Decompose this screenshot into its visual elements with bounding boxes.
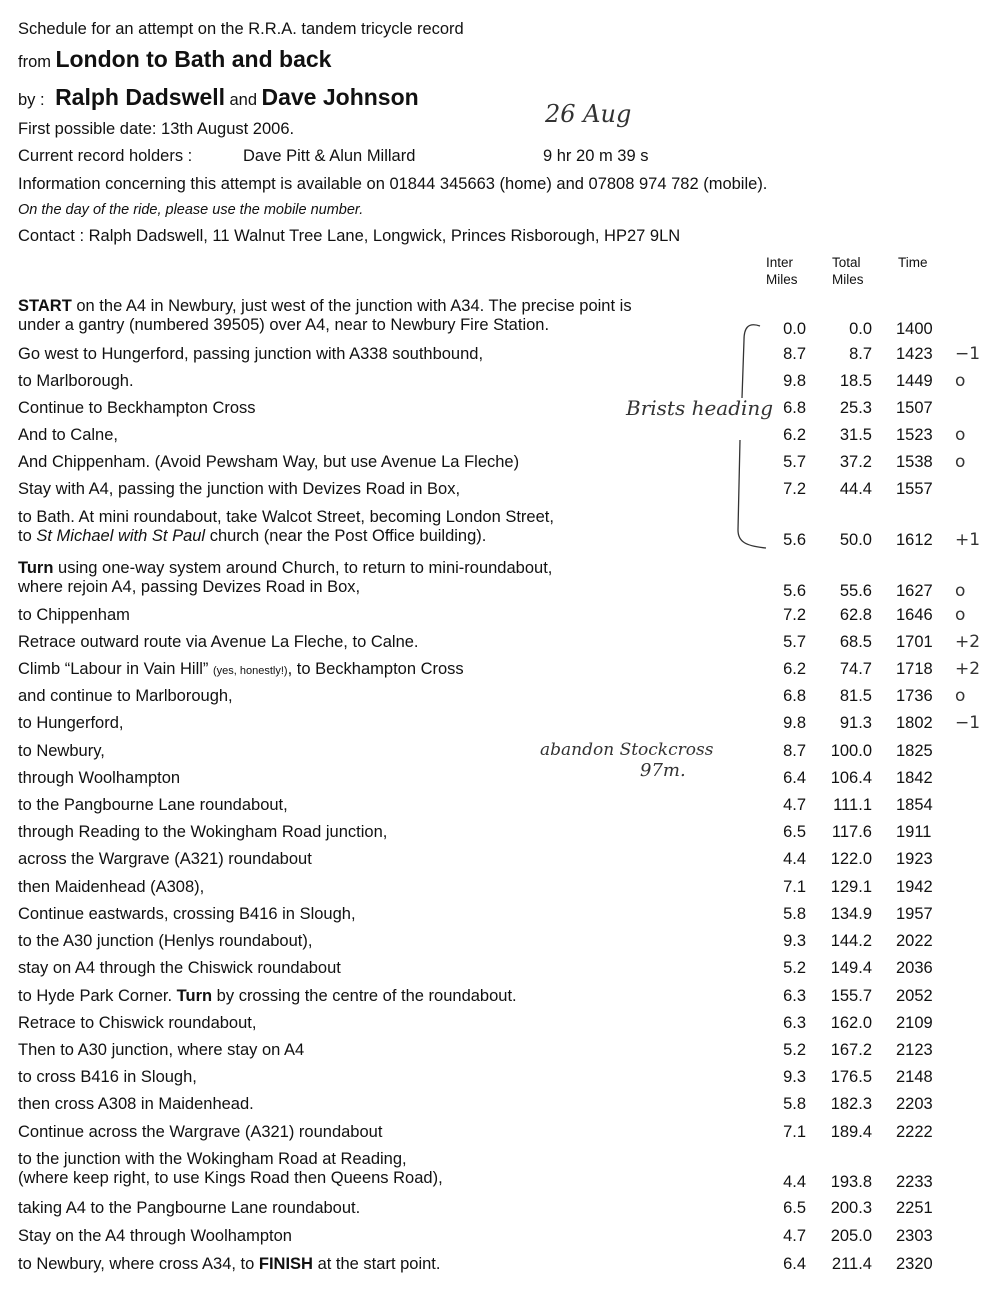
row-description-line [18,633,419,652]
scheduled-time: 1523 [896,426,933,444]
row-description [18,453,519,472]
and-word: and [229,91,258,109]
scheduled-time: 1802 [896,714,933,732]
col-header-inter-line2: Miles [766,272,798,287]
scheduled-time: 1557 [896,480,933,498]
row-text-post: by crossing the centre of the roundabout. [212,987,517,1005]
rider-2: Dave Johnson [261,84,419,110]
bristol-note: Brists heading [626,396,774,420]
scheduled-time: 2203 [896,1095,933,1113]
row-description-line [18,1199,360,1218]
handwritten-split-mark: o [955,425,966,445]
total-miles: 50.0 [839,531,872,549]
total-miles: 162.0 [830,1014,872,1032]
scheduled-time: 2320 [896,1255,933,1273]
route-title-line [18,46,331,73]
inter-miles: 4.7 [783,796,806,814]
inter-miles: 8.7 [783,742,806,760]
total-miles: 111.1 [833,796,872,814]
handwritten-split-mark: o [955,605,966,625]
row-description-line [18,714,123,733]
row-description [18,508,554,546]
row-description-line [18,932,312,951]
scheduled-time: 1911 [896,823,932,841]
total-miles: 205.0 [830,1227,872,1245]
row-description [18,1199,360,1218]
row-description [18,399,256,418]
row-text: Stay with A4, passing the junction with Devizes Road in Box, [18,480,461,498]
from-prefix: from [18,53,51,71]
contact-line: Contact : Ralph Dadswell, 11 Walnut Tree Lane, Longwick, Princes Risborough, HP27 9LN [18,227,681,245]
scheduled-time: 2303 [896,1227,933,1245]
inter-miles: 5.8 [783,1095,806,1113]
row-description-line [18,878,204,897]
scheduled-time: 2052 [896,987,933,1005]
scheduled-time: 2036 [896,959,933,977]
inter-miles: 4.4 [783,1173,806,1191]
total-miles: 44.4 [839,480,872,498]
total-miles: 18.5 [839,372,872,390]
row-text: to Marlborough. [18,372,134,390]
row-text: then cross A308 in Maidenhead. [18,1095,254,1113]
col-header-total [832,254,864,288]
handwritten-split-mark: +2 [955,659,981,679]
inter-miles: 4.7 [783,1227,806,1245]
row-text: to Chippenham [18,606,130,624]
row-description [18,1123,382,1142]
row-description [18,687,233,706]
inter-miles: 5.2 [783,959,806,977]
row-description [18,345,483,364]
total-miles: 193.8 [830,1173,872,1191]
row-description-line2: under a gantry (numbered 39505) over A4, near to Newbury Fire Station. [18,316,550,334]
row-text: Stay on the A4 through Woolhampton [18,1227,292,1245]
inter-miles: 6.5 [783,823,806,841]
handwritten-split-mark: o [955,581,966,601]
row-description [18,633,419,652]
row-text: then Maidenhead (A308), [18,878,205,896]
bracket-icon [730,320,770,552]
row-description [18,905,356,924]
inter-miles: 6.3 [783,987,806,1005]
record-time: 9 hr 20 m 39 s [543,147,649,165]
row-description [18,1227,292,1246]
row-description-line [18,1150,443,1169]
schedule-heading: Schedule for an attempt on the R.R.A. tandem tricycle record [18,20,464,38]
total-miles: 189.4 [830,1123,872,1141]
row-text: to Newbury, where cross A34, to [18,1255,259,1273]
record-label: Current record holders : [18,147,193,165]
row-text: Continue across the Wargrave (A321) roundabout [18,1123,383,1141]
mobile-note: On the day of the ride, please use the mobile number. [18,202,364,218]
total-miles: 117.6 [831,823,872,841]
row-text: Retrace outward route via Avenue La Fleche, to Calne. [18,633,419,651]
row-description-line2 [18,527,554,546]
total-miles: 62.8 [839,606,872,624]
total-miles: 55.6 [839,582,872,600]
total-miles: 74.7 [839,660,872,678]
scheduled-time: 1854 [896,796,933,814]
row-text: to Hungerford, [18,714,124,732]
row-description-line [18,987,517,1006]
row-text: Continue eastwards, crossing B416 in Slough, [18,905,356,923]
row-text: Retrace to Chiswick roundabout, [18,1014,257,1032]
inter-miles: 5.7 [783,453,806,471]
row-description-line [18,1123,382,1142]
row-description-line [18,1041,304,1060]
row-description-line [18,850,312,869]
scheduled-time: 2109 [896,1014,933,1032]
row-description [18,987,517,1006]
row-church-name: St Michael with St Paul [36,527,206,545]
row-text: to Hyde Park Corner. [18,987,177,1005]
total-miles: 182.3 [830,1095,872,1113]
inter-miles: 6.8 [783,399,806,417]
scheduled-time: 1957 [896,905,933,923]
inter-miles: 0.0 [783,320,806,338]
inter-miles: 9.3 [783,932,806,950]
row-description [18,850,312,869]
row-text: to the junction with the Wokingham Road at Reading, [18,1150,407,1168]
inter-miles: 8.7 [783,345,806,363]
abandon-note-line1: abandon Stockcross [540,740,714,760]
row-description-line [18,742,105,761]
rider-1: Ralph Dadswell [55,84,226,110]
scheduled-time: 1842 [896,769,933,787]
total-miles: 31.5 [839,426,872,444]
inter-miles: 5.8 [783,905,806,923]
row-text: And to Calne, [18,426,118,444]
abandon-note-line2: 97m. [640,760,686,781]
row-description [18,372,134,391]
row-text: to Bath. At mini roundabout, take Walcot Street, becoming London Street, [18,508,554,526]
row-description [18,932,312,951]
scheduled-time: 2222 [896,1123,933,1141]
handwritten-split-mark: +1 [955,530,981,550]
total-miles: 129.1 [830,878,872,896]
total-miles: 200.3 [830,1199,872,1217]
scheduled-time: 1701 [896,633,933,651]
row-text: through Reading to the Wokingham Road junction, [18,823,388,841]
inter-miles: 4.4 [783,850,806,868]
scheduled-time: 1538 [896,453,933,471]
row-description-line [18,399,256,418]
row-text: to cross B416 in Slough, [18,1068,197,1086]
row-bold-keyword: Turn [18,559,54,577]
row-description-line [18,606,130,625]
handwritten-split-mark: +2 [955,632,981,652]
row-description-line [18,426,118,445]
col-header-total-line2: Miles [832,272,864,287]
total-miles: 134.9 [830,905,872,923]
row-description-line [18,559,552,578]
row-description [18,959,341,978]
row-text: Continue to Beckhampton Cross [18,399,256,417]
row-description-line [18,453,519,472]
row-description-line [18,796,288,815]
row-text: on the A4 in Newbury, just west of the junction with A34. The precise point is [71,297,632,315]
row-description [18,1150,443,1188]
total-miles: 8.7 [849,345,872,363]
row-description [18,1255,440,1274]
row-description-line [18,508,554,527]
scheduled-time: 1736 [896,687,933,705]
inter-miles: 6.4 [783,769,806,787]
inter-miles: 6.2 [783,660,806,678]
scheduled-time: 2123 [896,1041,933,1059]
row-description-line [18,687,233,706]
inter-miles: 9.3 [783,1068,806,1086]
row-description [18,769,180,788]
scheduled-time: 2251 [896,1199,933,1217]
row-description [18,1095,254,1114]
inter-miles: 5.2 [783,1041,806,1059]
scheduled-time: 1400 [896,320,933,338]
scheduled-time: 1449 [896,372,933,390]
handwritten-split-mark: o [955,452,966,472]
row-description [18,559,552,597]
total-miles: 91.3 [839,714,872,732]
row-description [18,297,632,335]
row-text: stay on A4 through the Chiswick roundabout [18,959,341,977]
row-description-line [18,905,356,924]
handwritten-split-mark: o [955,686,966,706]
scheduled-time: 1718 [896,660,933,678]
row-bold-keyword: FINISH [258,1255,313,1273]
inter-miles: 6.5 [783,1199,806,1217]
total-miles: 176.5 [830,1068,872,1086]
row-text: Climb “Labour in Vain Hill” [18,660,214,678]
row-description [18,1014,256,1033]
row-text: to the Pangbourne Lane roundabout, [18,796,288,814]
row-description [18,878,204,897]
total-miles: 122.0 [830,850,872,868]
row-description [18,606,130,625]
inter-miles: 6.2 [783,426,806,444]
inter-miles: 5.6 [783,582,806,600]
first-date: First possible date: 13th August 2006. [18,120,295,138]
scheduled-time: 2148 [896,1068,933,1086]
row-text: across the Wargrave (A321) roundabout [18,850,312,868]
row-description [18,1068,197,1087]
scheduled-time: 1627 [896,582,933,600]
scheduled-time: 1423 [896,345,933,363]
scheduled-time: 1923 [896,850,933,868]
row-text: church (near the Post Office building). [205,527,487,545]
row-text: Go west to Hungerford, passing junction with A338 southbound, [18,345,484,363]
row-description-line [18,372,134,391]
row-description-line [18,480,460,499]
inter-miles: 5.7 [783,633,806,651]
total-miles: 81.5 [839,687,872,705]
row-description-line2: (where keep right, to use Kings Road then Queens Road), [18,1169,443,1187]
total-miles: 0.0 [849,320,872,338]
total-miles: 100.0 [830,742,872,760]
row-text: to Newbury, [18,742,105,760]
scheduled-time: 2233 [896,1173,933,1191]
row-bold-keyword: START [18,297,72,315]
total-miles: 106.4 [830,769,872,787]
row-text: And Chippenham. (Avoid Pewsham Way, but use Avenue La Fleche) [18,453,520,471]
row-bold-keyword: Turn [176,987,213,1005]
inter-miles: 6.3 [783,1014,806,1032]
inter-miles: 7.1 [783,878,806,896]
row-description-line [18,1095,254,1114]
total-miles: 211.4 [831,1255,872,1273]
row-description-line [18,1068,197,1087]
scheduled-time: 1825 [896,742,933,760]
row-text: Then to A30 junction, where stay on A4 [18,1041,305,1059]
handwritten-date: 26 Aug [545,100,632,128]
handwritten-split-mark: o [955,371,966,391]
riders-line [18,84,419,111]
row-description-line [18,1255,440,1274]
inter-miles: 7.1 [783,1123,806,1141]
total-miles: 68.5 [839,633,872,651]
row-description [18,796,288,815]
handwritten-split-mark: −1 [955,713,981,733]
info-line: Information concerning this attempt is available on 01844 345663 (home) and 07808 974 782 (mobile). [18,175,768,193]
row-text: to [18,527,37,545]
row-text: through Woolhampton [18,769,181,787]
col-header-time: Time [898,255,928,270]
row-description [18,714,123,733]
row-description-line [18,769,180,788]
inter-miles: 9.8 [783,714,806,732]
inter-miles: 6.4 [783,1255,806,1273]
col-header-total-line1: Total [832,255,861,270]
scheduled-time: 2022 [896,932,933,950]
row-description [18,660,464,681]
row-text: using one-way system around Church, to return to mini-roundabout, [53,559,553,577]
row-description-line [18,345,483,364]
inter-miles: 7.2 [783,480,806,498]
scheduled-time: 1646 [896,606,933,624]
row-description-line [18,1227,292,1246]
total-miles: 37.2 [839,453,872,471]
row-description-line [18,660,464,681]
row-text: to the A30 junction (Henlys roundabout), [18,932,313,950]
record-holders: Dave Pitt & Alun Millard [243,147,416,165]
col-header-inter [766,254,798,288]
total-miles: 25.3 [839,399,872,417]
scheduled-time: 1942 [896,878,933,896]
row-description-line2: where rejoin A4, passing Devizes Road in Box, [18,578,361,596]
scheduled-time: 1612 [896,531,933,549]
row-description [18,426,118,445]
row-description-line [18,823,387,842]
handwritten-split-mark: −1 [955,344,981,364]
row-text: taking A4 to the Pangbourne Lane roundabout. [18,1199,361,1217]
row-description-line [18,1014,256,1033]
total-miles: 155.7 [830,987,872,1005]
inter-miles: 5.6 [783,531,806,549]
inter-miles: 9.8 [783,372,806,390]
row-aside: (yes, honestly!) [213,665,288,677]
row-description [18,742,105,761]
row-description-line [18,959,341,978]
row-text-post: , to Beckhampton Cross [287,660,464,678]
row-text-post: at the start point. [312,1255,441,1273]
row-description [18,823,387,842]
total-miles: 149.4 [830,959,872,977]
total-miles: 167.2 [830,1041,872,1059]
scheduled-time: 1507 [896,399,933,417]
row-description [18,480,460,499]
row-text: and continue to Marlborough, [18,687,233,705]
total-miles: 144.2 [830,932,872,950]
row-description-line [18,297,632,316]
inter-miles: 6.8 [783,687,806,705]
col-header-inter-line1: Inter [766,255,794,270]
inter-miles: 7.2 [783,606,806,624]
row-description [18,1041,304,1060]
by-prefix: by : [18,91,45,109]
route-title: London to Bath and back [55,46,332,72]
